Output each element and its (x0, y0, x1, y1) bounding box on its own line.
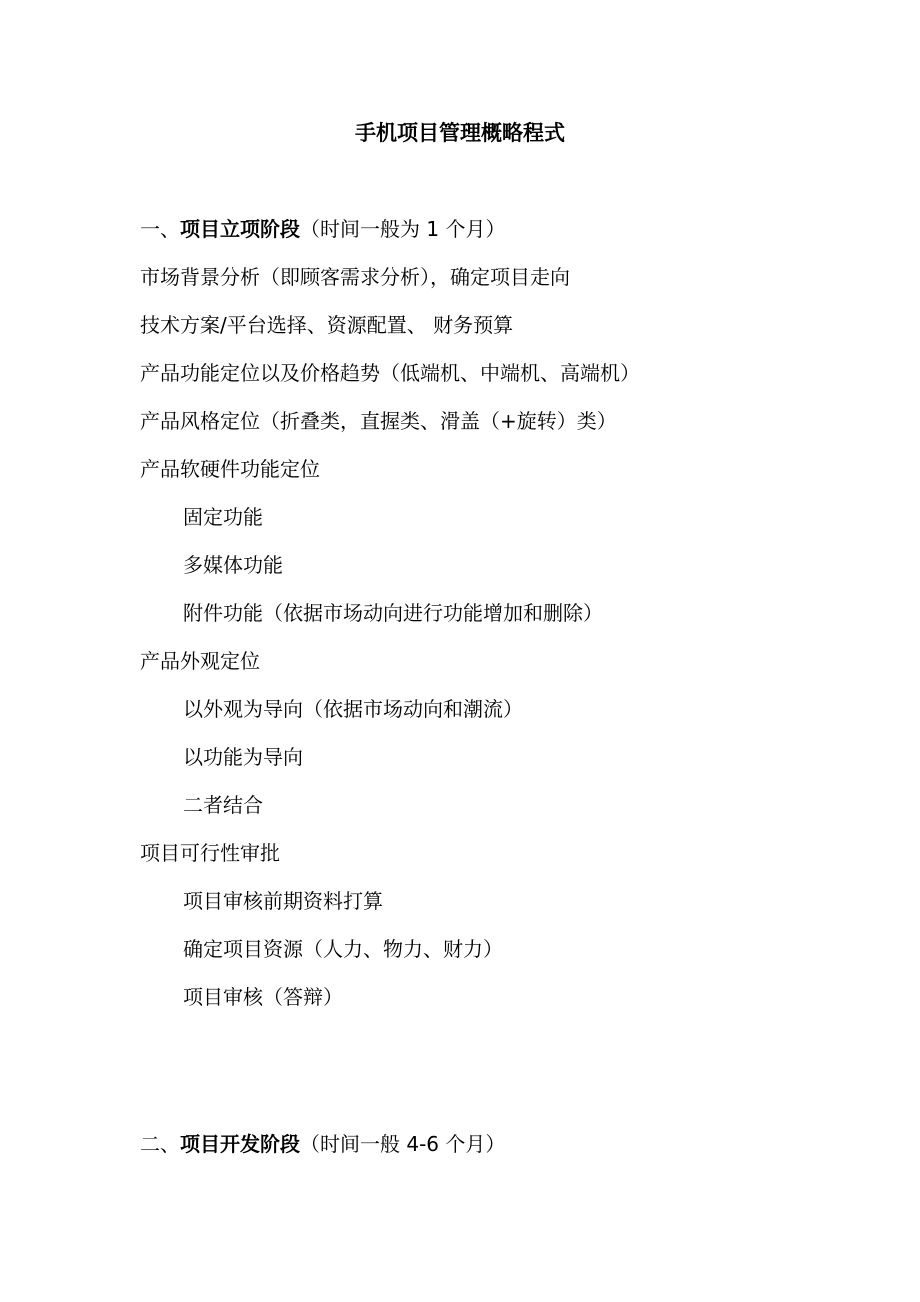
sub-list-item: 确定项目资源（人力、物力、财力） (183, 937, 503, 961)
section-2-prefix: 二、 (140, 1132, 180, 1156)
list-item: 产品软硬件功能定位 (140, 457, 320, 481)
section-2-title: 项目开发阶段 (180, 1132, 300, 1156)
section-2-note: （时间一般 4-6 个月） (300, 1132, 506, 1156)
sub-list-item: 项目审核（答辩） (183, 985, 343, 1009)
section-1-prefix: 一、 (140, 217, 180, 241)
list-item: 项目可行性审批 (140, 841, 280, 865)
sub-list-item: 以外观为导向（依据市场动向和潮流） (183, 697, 523, 721)
list-item: 产品外观定位 (140, 649, 260, 673)
section-2-heading (140, 1129, 505, 1159)
section-1-heading (140, 214, 505, 244)
sub-list-item: 附件功能（依据市场动向进行功能增加和删除） (183, 601, 603, 625)
sub-list-item: 以功能为导向 (183, 745, 303, 769)
list-item: 产品风格定位（折叠类，直握类、滑盖（+旋转）类） (140, 409, 617, 433)
section-1-title: 项目立项阶段 (180, 217, 300, 241)
sub-list-item: 固定功能 (183, 505, 263, 529)
section-1-note: （时间一般为 1 个月） (300, 217, 506, 241)
sub-list-item: 多媒体功能 (183, 553, 283, 577)
list-item: 市场背景分析（即顾客需求分析），确定项目走向 (140, 265, 570, 289)
sub-list-item: 二者结合 (183, 793, 263, 817)
document-title: 手机项目管理概略程式 (355, 121, 565, 145)
sub-list-item: 项目审核前期资料打算 (183, 889, 383, 913)
list-item: 产品功能定位以及价格趋势（低端机、中端机、高端机） (140, 361, 640, 385)
list-item: 技术方案/平台选择、资源配置、 财务预算 (140, 313, 514, 337)
